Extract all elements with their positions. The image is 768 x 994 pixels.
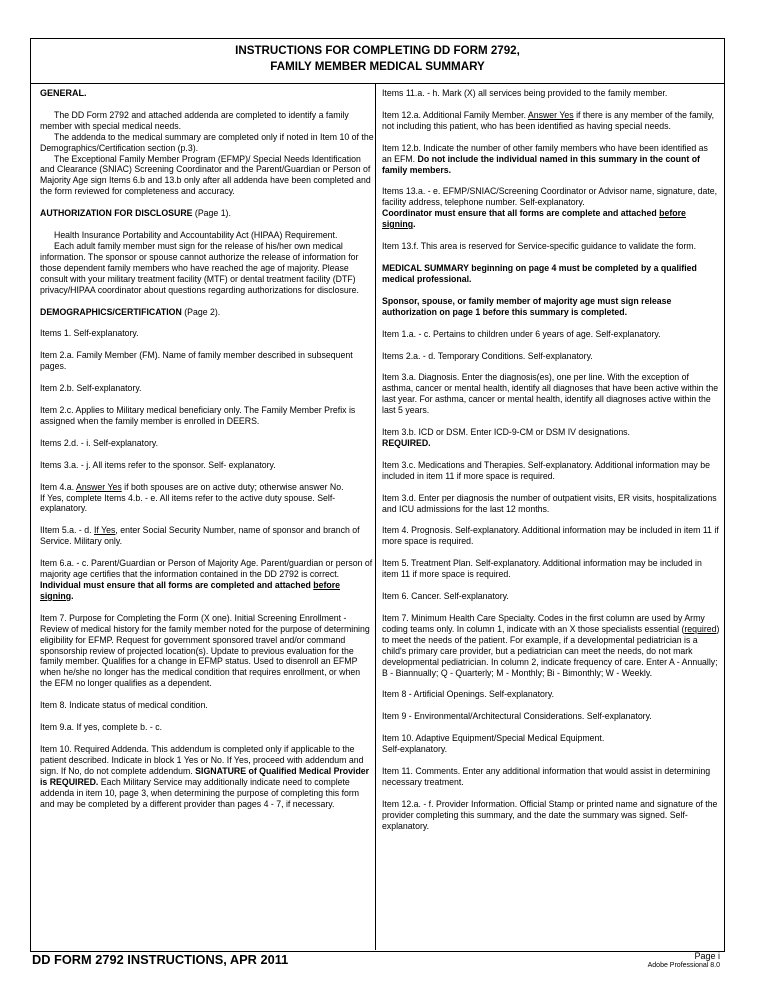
medical-summary-heading: MEDICAL SUMMARY beginning on page 4 must be completed by a qualified medical professional. [382, 262, 697, 284]
item-10-text: Item 10. Required Addenda. This addendum is completed only if applicable to the patient described. Indicate in block 1 Yes or No. If Yes, proceed with addendum and sign. If No, do not complete addendum. [40, 743, 364, 776]
item-4a [40, 482, 374, 515]
item-3b-text: Item 3.b. ICD or DSM. Enter ICD-9-CM or DSM IV designations. [382, 427, 630, 438]
item-12a-answer-yes: Answer Yes [527, 109, 574, 120]
general-paragraph-2: The addenda to the medical summary are completed only if noted in Item 10 of the Demographics/Certification section (p.3). [40, 131, 374, 153]
title-line-1: INSTRUCTIONS FOR COMPLETING DD FORM 2792, [235, 44, 520, 57]
item-13f: Item 13.f. This area is reserved for Service-specific guidance to validate the form. [382, 241, 697, 252]
general-paragraph-3: The Exceptional Family Member Program (EFMP)/ Special Needs Identification and Clearance (SNIAC) Screening Coordinator and the Parent/Guardian or Person of Majority Age sign Items 6.b and 13.b only after all addenda have been completed and the form reviewed for completeness and accuracy. [40, 153, 371, 197]
item-12b-text: Item 12.b. Indicate the number of other family members who have been identified as an EFM. [382, 142, 708, 164]
item-10-line2: Self-explanatory. [382, 744, 448, 755]
general-paragraph-1: The DD Form 2792 and attached addenda are completed to identify a family member with special medical needs. [40, 109, 349, 131]
demographics-heading-page: (Page 2). [181, 306, 221, 317]
item-10-signature-required: SIGNATURE of Qualified Medical Provider is REQUIRED. [40, 765, 370, 787]
item-8: Item 8 - Artificial Openings. Self-explanatory. [382, 689, 554, 700]
form-footer-title: DD FORM 2792 INSTRUCTIONS, APR 2011 [32, 952, 289, 967]
item-6: Item 6. Cancer. Self-explanatory. [382, 591, 509, 602]
item-5a-prefix: IItem 5.a. - d. [40, 525, 94, 536]
item-3a: Item 3.a. Diagnosis. Enter the diagnosis(es), one per line. With the exception of asthma, cancer or mental health, identify all diagnoses that have been active within the last year. For asthma, cancer or mental health, identify all diagnoses active within the last 5 years. [382, 372, 719, 416]
form-frame [30, 38, 725, 952]
item-12b [382, 143, 720, 176]
item-12a [382, 110, 720, 132]
item-12a-rest: if there is any member of the family, not including this patient, who has been identified as having special needs. [382, 109, 715, 131]
item-4a-answer-yes: Answer Yes [76, 481, 122, 492]
item-4: Item 4. Prognosis. Self-explanatory. Additional information may be included in item 11 if more space is required. [382, 525, 719, 547]
page-number: Page i [694, 951, 720, 961]
item-4a-prefix: Item 4.a. [40, 481, 76, 492]
items-11a: Items 11.a. - h. Mark (X) all services being provided to the family member. [382, 88, 668, 98]
items-1: Items 1. Self-explanatory. [40, 328, 139, 339]
item-9a: Item 9.a. If yes, complete b. - c. [40, 722, 163, 733]
item-7-prefix: Item 7. Minimum Health Care Specialty. Codes in the first column are used by Army coding teams only. In column 1, indicate with an X those specialists essential ( [382, 613, 705, 634]
item-11: Item 11. Comments. Enter any additional information that would assist in determining necessary treatment. [382, 766, 711, 787]
column-divider [375, 84, 376, 950]
items-13a-text: Items 13.a. - e. EFMP/SNIAC/Screening Coordinator or Advisor name, signature, date, facility address, telephone number. Self-explanatory. [382, 186, 718, 208]
item-3b [382, 427, 720, 449]
sponsor-release-note: Sponsor, spouse, or family member of majority age must sign release authorization on page 1 before this summary is completed. [382, 295, 672, 317]
item-3d: Item 3.d. Enter per diagnosis the number of outpatient visits, ER visits, hospitalizations and ICU admissions for the last 12 months. [382, 492, 717, 514]
item-6a-before-signing: before signing [40, 580, 341, 601]
item-4a-rest: if both spouses are on active duty; otherwise answer No. [121, 481, 344, 492]
items-3a: Items 3.a. - j. All items refer to the sponsor. Self- explanatory. [40, 459, 276, 470]
items-2a: Items 2.a. - d. Temporary Conditions. Self-explanatory. [382, 350, 593, 361]
item-8: Item 8. Indicate status of medical condition. [40, 700, 208, 711]
item-6a-bold: Individual must ensure that all forms are completed and attached [40, 580, 314, 590]
item-2a: Item 2.a. Family Member (FM). Name of family member described in subsequent pages. [40, 350, 353, 372]
item-10-rest: Each Military Service may additionally indicate need to complete addenda in item 10, page 3, when determining the purpose of completing this form and may be completed by a different provider than pages 4 - 7, if necessary. [40, 776, 360, 809]
item-6a-end: . [71, 590, 74, 601]
item-2c: Item 2.c. Applies to Military medical beneficiary only. The Family Member Prefix is assigned when the family member is enrolled in DEERS. [40, 405, 356, 426]
item-1a: Item 1.a. - c. Pertains to children under 6 years of age. Self-explanatory. [382, 328, 661, 339]
item-7 [382, 613, 720, 678]
items-13a-end: . [413, 219, 416, 230]
item-5a [40, 525, 374, 547]
items-2d: Items 2.d. - i. Self-explanatory. [40, 437, 159, 448]
item-7-rest: ) to meet the needs of the patient. For example, if a developmental pediatrician is a child's primary care provider, but a pediatrician can meet the needs, do not mark developmental pediatrician. In column 2, indicate frequency of care. Enter A - Annually; B - Biannually; Q - Quarterly; M - Monthly; Bi - Bimonthly; W - Weekly. [382, 623, 720, 678]
item-2b: Item 2.b. Self-explanatory. [40, 383, 142, 394]
authorization-heading-text: AUTHORIZATION FOR DISCLOSURE [40, 208, 193, 219]
general-heading: GENERAL. [40, 88, 87, 98]
authorization-paragraph: Each adult family member must sign for the release of his/her own medical information. The sponsor or spouse cannot authorize the release of information for those dependent family members who have reached the age of majority. Please consult with your military treatment facility (MTF) or dental treatment facility (DTF) privacy/HIPAA coordinator about questions regarding authorizations for disclosure. [40, 240, 359, 295]
item-10 [382, 733, 720, 755]
demographics-heading [40, 307, 374, 318]
item-10 [40, 744, 374, 809]
items-13a-before-signing: before signing [382, 208, 686, 230]
item-4a-line2: If Yes, complete Items 4.b. - e. All items refer to the active duty spouse. Self-explanatory. [40, 492, 336, 514]
item-12b-bold: Do not include the individual named in this summary in the count of family members. [382, 153, 700, 175]
item-7: Item 7. Purpose for Completing the Form (X one). Initial Screening Enrollment - Review of medical history for the family member noted for the purpose of determining eligibility for EFMP. Request for government sponsored travel and/or command sponsorship review of projected location(s). Update to previous evaluation for the family member. Qualifies for a change in EFMP status. Used to disenroll an EFMP when he/she no longer has the medical condition that requires enrollment, or when the EFM no longer qualifies as a dependent. [40, 612, 370, 689]
item-5: Item 5. Treatment Plan. Self-explanatory. Additional information may be included in item 11 if more space is required. [382, 558, 702, 580]
left-column [40, 88, 374, 820]
header-divider [31, 83, 724, 84]
page-title [31, 43, 724, 75]
item-12a-provider: Item 12.a. - f. Provider Information. Official Stamp or printed name and signature of the provider completing this summary, and the date the summary was signed. Self-explanatory. [382, 798, 718, 831]
item-6a [40, 558, 374, 602]
hipaa-requirement: Health Insurance Portability and Accountability Act (HIPAA) Requirement. [54, 230, 338, 241]
item-5a-rest: , enter Social Security Number, name of sponsor and branch of Service. Military only. [40, 525, 360, 547]
item-9: Item 9 - Environmental/Architectural Considerations. Self-explanatory. [382, 711, 652, 722]
item-10-text: Item 10. Adaptive Equipment/Special Medical Equipment. [382, 733, 605, 744]
items-13a-bold: Coordinator must ensure that all forms are complete and attached [382, 208, 660, 219]
item-12a-prefix: Item 12.a. Additional Family Member. [382, 109, 528, 120]
authorization-heading-page: (Page 1). [192, 208, 231, 219]
right-column [382, 88, 720, 843]
items-13a [382, 186, 720, 230]
item-3c: Item 3.c. Medications and Therapies. Self-explanatory. Additional information may be included in item 11 if more space is required. [382, 459, 710, 481]
authorization-heading [40, 208, 374, 219]
software-version: Adobe Professional 8.0 [647, 962, 720, 969]
item-5a-if-yes: If Yes [93, 525, 116, 536]
title-line-2: FAMILY MEMBER MEDICAL SUMMARY [270, 60, 485, 73]
item-7-required: required [684, 623, 717, 634]
item-3b-required: REQUIRED. [382, 437, 431, 448]
item-6a-text: Item 6.a. - c. Parent/Guardian or Person of Majority Age. Parent/guardian or person of majority age certifies that the information contained in the DD 2792 is correct. [40, 558, 373, 580]
demographics-heading-text: DEMOGRAPHICS/CERTIFICATION [40, 306, 182, 317]
